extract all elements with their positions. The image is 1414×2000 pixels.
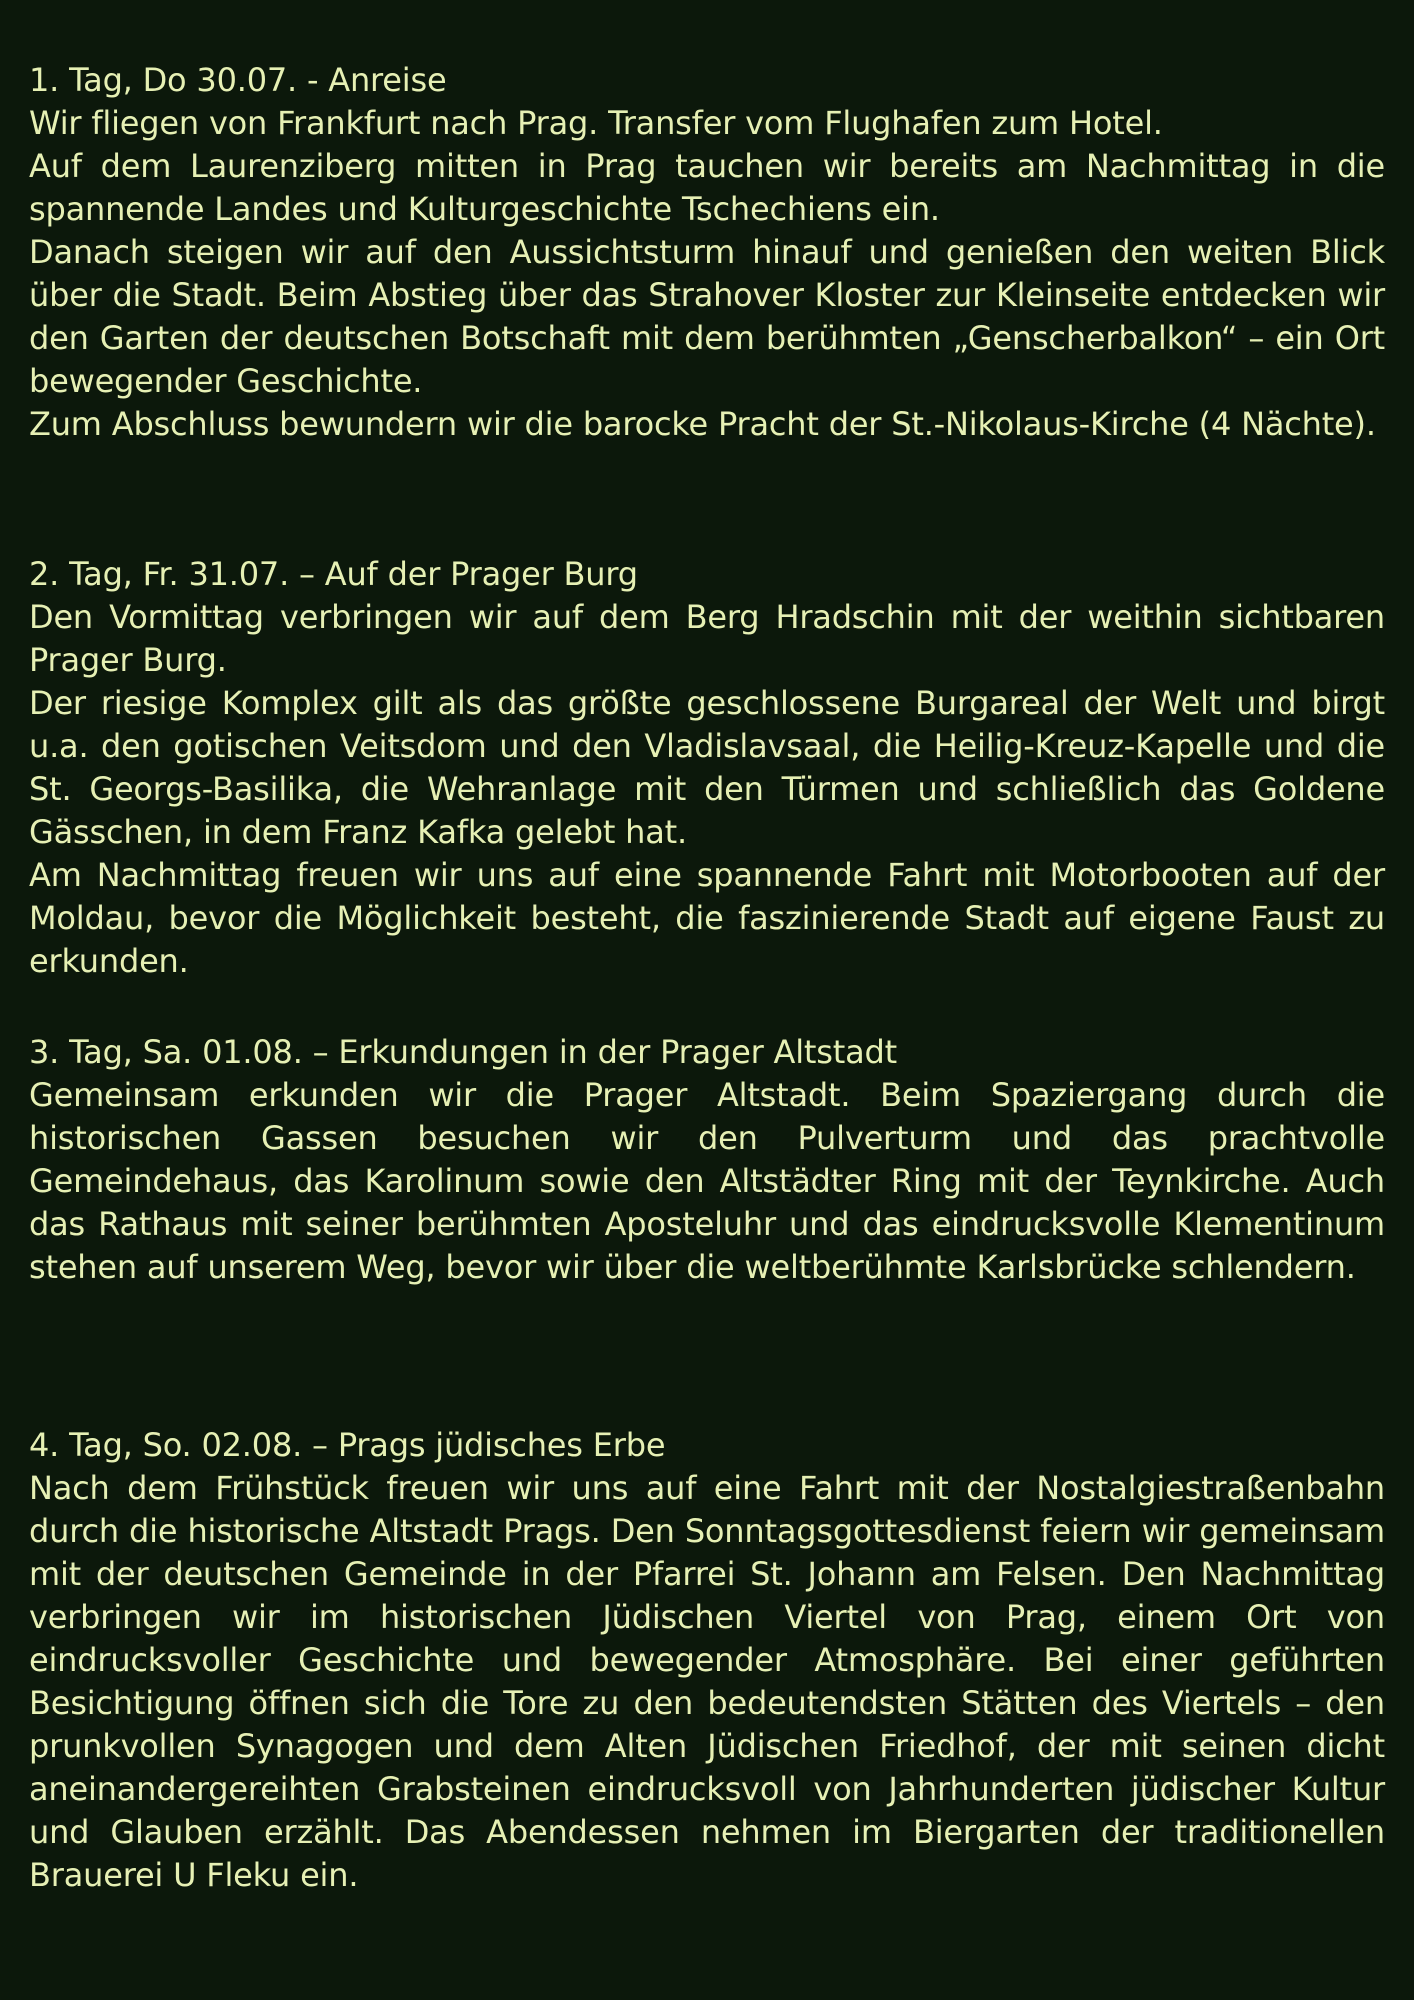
day-2-paragraph-2: Der riesige Komplex gilt als das größte geschlossene Burgareal der Welt und birgt u.a. den gotischen Veitsdom und den Vladislavsaal, die Heilig-Kreuz-Kapelle und die St. Georgs-Basilika, die Wehranlage mit den Türmen und schließlich das Goldene Gässchen, in dem Franz Kafka gelebt hat. [29, 684, 1385, 851]
day-2-section [29, 553, 1385, 983]
day-1-paragraph-4: Zum Abschluss bewundern wir die barocke Pracht der St.-Nikolaus-Kirche (4 Nächte). [29, 405, 1376, 443]
day-3-paragraph-1: Gemeinsam erkunden wir die Prager Altstadt. Beim Spaziergang durch die historischen Gassen besuchen wir den Pulverturm und das prachtvolle Gemeindehaus, das Karolinum sowie den Altstädter Ring mit der Teynkirche. Auch das Rathaus mit seiner berühmten Aposteluhr und das eindrucksvolle Klementinum stehen auf unserem Weg, bevor wir über die weltberühmte Karlsbrücke schlendern. [29, 1076, 1385, 1286]
day-1-paragraph-3: Danach steigen wir auf den Aussichtsturm hinauf und genießen den weiten Blick über die Stadt. Beim Abstieg über das Strahover Kloster zur Kleinseite entdecken wir den Garten der deutschen Botschaft mit dem berühmten „Genscherbalkon“ – ein Ort bewegender Geschichte. [29, 233, 1385, 400]
day-4-section [29, 1424, 1385, 1897]
day-4-title: 4. Tag, So. 02.08. – Prags jüdisches Erbe [29, 1426, 666, 1464]
day-4-paragraph-1: Nach dem Frühstück freuen wir uns auf eine Fahrt mit der Nostalgiestraßenbahn durch die historische Altstadt Prags. Den Sonntagsgottesdienst feiern wir gemeinsam mit der deutschen Gemeinde in der Pfarrei St. Johann am Felsen. Den Nachmittag verbringen wir im historischen Jüdischen Viertel von Prag, einem Ort von eindrucksvoller Geschichte und bewegender Atmosphäre. Bei einer geführten Besichtigung öffnen sich die Tore zu den bedeutendsten Stätten des Viertels – den prunkvollen Synagogen und dem Alten Jüdischen Friedhof, der mit seinen dicht aneinandergereihten Grabsteinen eindrucksvoll von Jahrhunderten jüdischer Kultur und Glauben erzählt. Das Abendessen nehmen im Biergarten der traditionellen Brauerei U Fleku ein. [29, 1469, 1385, 1894]
day-2-paragraph-3: Am Nachmittag freuen wir uns auf eine spannende Fahrt mit Motorbooten auf der Moldau, bevor die Möglichkeit besteht, die faszinierende Stadt auf eigene Faust zu erkunden. [29, 856, 1385, 980]
day-1-paragraph-1: Wir fliegen von Frankfurt nach Prag. Transfer vom Flughafen zum Hotel. [29, 104, 1163, 142]
day-1-paragraph-2: Auf dem Laurenziberg mitten in Prag tauchen wir bereits am Nachmittag in die spannende Landes und Kulturgeschichte Tschechiens ein. [29, 147, 1385, 228]
day-2-title: 2. Tag, Fr. 31.07. – Auf der Prager Burg [29, 555, 638, 593]
day-2-paragraph-1: Den Vormittag verbringen wir auf dem Berg Hradschin mit der weithin sichtbaren Prager Burg. [29, 598, 1385, 679]
day-3-section [29, 1031, 1385, 1289]
day-1-title: 1. Tag, Do 30.07. - Anreise [29, 61, 447, 99]
day-1-section [29, 59, 1385, 446]
day-3-title: 3. Tag, Sa. 01.08. – Erkundungen in der Prager Altstadt [29, 1033, 897, 1071]
